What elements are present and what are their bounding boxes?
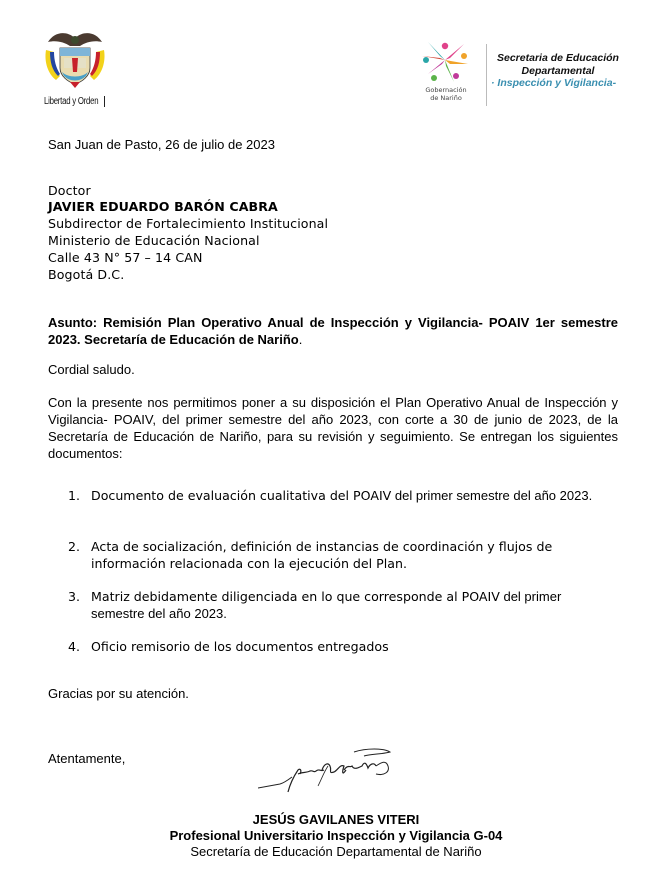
signer-position: Profesional Universitario Inspección y Vigilancia G-04 [169, 828, 503, 843]
secretaria-header [490, 52, 626, 90]
thanks: Gracias por su atención. [48, 686, 189, 701]
list-text-b: del primer semestre del año 2023. [391, 488, 593, 503]
colombia-coat-of-arms-icon [40, 28, 110, 90]
header-divider [486, 44, 487, 106]
closing: Atentamente, [48, 751, 126, 766]
place-date: San Juan de Pasto, 26 de julio de 2023 [48, 137, 275, 152]
list-text [91, 538, 611, 572]
secretaria-line2: Departamental [521, 64, 595, 77]
gobernacion-line1: Gobernación [425, 86, 467, 94]
signer-office: Secretaría de Educación Departamental de Nariño [190, 844, 482, 859]
list-text-a: Oficio remisorio de los documentos entregados [91, 639, 389, 654]
crest-divider [104, 96, 105, 107]
list-number: 2. [68, 539, 81, 554]
subject [48, 314, 618, 348]
gobernacion-label [414, 87, 478, 102]
list-text-a: Documento de evaluación cualitativa del POAIV [91, 488, 392, 503]
list-number: 3. [68, 589, 81, 604]
list-text-a: Acta de socialización, definición de instancias de coordinación y flujos de información relacionada con la ejecución del Plan. [91, 539, 553, 571]
list-text [91, 487, 611, 504]
recipient-title: Doctor [48, 183, 91, 198]
list-text-b: del primer semestre del año 2023. [91, 589, 562, 621]
subject-text: Asunto: Remisión Plan Operativo Anual de Inspección y Vigilancia- POAIV 1er semestre 2023. Secretaría de Educación de Nariño [48, 315, 618, 347]
list-number: 4. [68, 639, 81, 654]
recipient-entity: Ministerio de Educación Nacional [48, 233, 260, 248]
list-text [91, 588, 611, 622]
list-text-a: Matriz debidamente diligenciada en lo que corresponde al POAIV [91, 589, 500, 604]
list-text [91, 638, 611, 655]
list-number: 1. [68, 488, 81, 503]
secretaria-line1: Secretaria de Educación [497, 52, 619, 64]
recipient-address: Calle 43 N° 57 – 14 CAN [48, 250, 203, 265]
body-paragraph: Con la presente nos permitimos poner a su disposición el Plan Operativo Anual de Inspección y Vigilancia- POAIV, del primer semestre del año 2023, con corte a 30 de junio de 2023, de la Secretaría de Educación de Nariño, para su revisión y seguimiento. Se entregan los siguientes documentos: [48, 395, 618, 461]
handwritten-signature-icon [258, 740, 408, 800]
recipient-position: Subdirector de Fortalecimiento Institucional [48, 216, 329, 231]
greeting: Cordial saludo. [48, 362, 135, 377]
signer-name: JESÚS GAVILANES VITERI [252, 812, 420, 827]
gobernacion-narino-star-icon [418, 38, 472, 84]
signature-block [0, 812, 672, 860]
recipient-name: JAVIER EDUARDO BARÓN CABRA [48, 199, 278, 214]
recipient-city: Bogotá D.C. [48, 267, 125, 282]
gobernacion-line2: de Nariño [430, 93, 462, 102]
inspeccion-vigilancia-label: · Inspección y Vigilancia- [491, 77, 617, 89]
crest-motto: Libertad y Orden [44, 96, 99, 107]
subject-end: . [298, 332, 303, 347]
